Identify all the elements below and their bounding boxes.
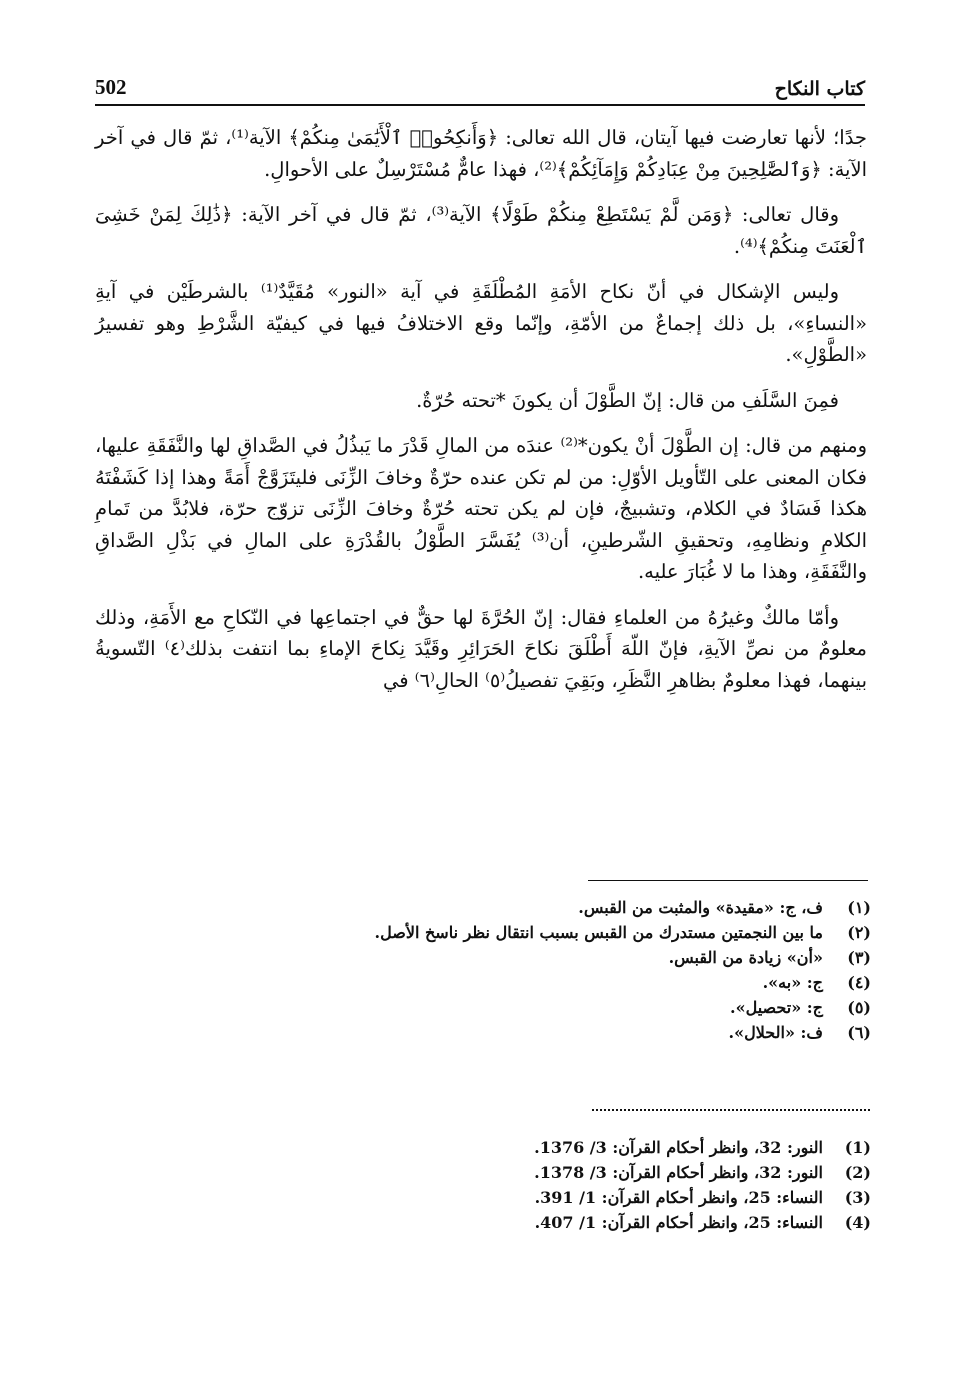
footnote-text: ما بين النجمتين مستدرك من القبس بسبب انتقال نظر ناسخ الأصل. xyxy=(374,923,823,942)
footnote-text: ج: «به». xyxy=(762,973,823,992)
footnote-row xyxy=(375,1020,871,1045)
page-header xyxy=(95,70,865,106)
footnote-row xyxy=(375,945,871,970)
footnote-row xyxy=(375,895,871,920)
main-text xyxy=(95,122,867,710)
footnote-number: (4) xyxy=(844,1213,871,1232)
running-title: كتاب النكاح xyxy=(774,78,865,100)
footnote-number: (3) xyxy=(844,1188,871,1207)
footnote-row xyxy=(375,995,871,1020)
paragraph-5: ومنهم من قال: إن الطَّوْلَ أنْ يكون*⁽²⁾ عندَه من المالِ قَدْرَ ما يَبذُلُ في الصَّداقِ لها والنَّفَقَةِ عليها، فكان المعنى على التّأويل الأوّلِ: من لم تكن عنده حرّةٌ وخافَ الزِّنَى فليتَزَوَّجْ أَمَةً وهذا إذا كَشَفْتَهُ هكذا فَسَادٌ في الكلام، وتشبيجٌ، فإن لم يكن تحته حُرّةٌ وخافَ الزِّنَى تزوّج حرّة، فلابُدَّ من تَمامِ الكلامِ ونظامِهِ، وتحقيقِ الشّرطينِ، أن⁽³⁾ يُفَسَّرَ الطَّوْلُ بالقُدْرَةِ على المالِ في بَذْلِ الصَّداقِ والنَّفَقَةِ، وهذا ما لا غُبَارَ عليه. xyxy=(95,434,867,583)
paragraph-1: جدًا؛ لأنها تعارضت فيها آيتان، قال الله تعالى: ﴿وَأَنكِحُوا۟ ٱلْأَيَٰمَىٰ مِنكُمْ﴾ الآية⁽¹⁾، ثمّ قال في آخر الآية: ﴿وَٱلصَّٰلِحِينَ مِنْ عِبَادِكُمْ وَإِمَآئِكُمْ﴾⁽²⁾، فهذا عامٌّ مُسْتَرْسِلٌ على الأحوالِ. xyxy=(95,126,867,181)
footnote-text: ج: «تحصيل». xyxy=(730,998,823,1017)
paragraph-4: فمِنَ السَّلَفِ من قال: إنّ الطَّوْلَ أن يكونَ *تحته حُرّةٌ. xyxy=(416,388,839,412)
footnote-row xyxy=(534,1210,871,1235)
footnote-row xyxy=(534,1135,871,1160)
footnote-text: النور: 32، وانظر أحكام القرآن: 3/ 1378. xyxy=(534,1163,823,1182)
footnote-number: (٣) xyxy=(847,948,871,967)
footnote-number: (٦) xyxy=(847,1023,871,1042)
editorial-footnotes xyxy=(375,895,871,1045)
page-number: 502 xyxy=(95,75,127,99)
footnote-row xyxy=(375,920,871,945)
paragraph-3: وليس الإشكال في أنّ نكاح الأمَةِ المُطْلَقَةِ في آية «النور» مُقَيَّدٌ⁽¹⁾ بالشرطَيْن في آيةِ «النساءِ»، بل ذلك إجماعٌ من الأمّةِ، وإنّما وقع الاختلافُ فيها في كيفيّة الشَّرْطِ وهو تفسيرُ «الطَّوْلِ». xyxy=(95,280,867,366)
footnote-text: النور: 32، وانظر أحكام القرآن: 3/ 1376. xyxy=(534,1138,823,1157)
footnote-text: ف: «الحلال». xyxy=(728,1023,823,1042)
footnote-number: (١) xyxy=(847,898,871,917)
footnote-number: (٤) xyxy=(847,973,871,992)
paragraph-2: وقال تعالى: ﴿وَمَن لَّمْ يَسْتَطِعْ مِنكُمْ طَوْلًا﴾ الآية⁽³⁾، ثمّ قال في آخر الآية: ﴿ذَٰلِكَ لِمَنْ خَشِىَ ٱلْعَنَتَ مِنكُمْ﴾⁽⁴⁾. xyxy=(95,203,867,258)
footnote-number: (٢) xyxy=(847,923,871,942)
paragraph-6: وأمّا مالكٌ وغيرُهُ من العلماءِ فقال: إنّ الحُرَّةَ لها حقٌّ في اجتماعِها في النّكاحِ مع الأَمَةِ، وذلك معلومٌ من نصِّ الآيةِ، فإنّ اللّهَ أَطْلَقَ نكاحَ الحَرَائِرِ وقَيَّدَ نِكاحَ الإماءِ بما انتفت بذلك⁽٤⁾ التّسويةُ بينهما، فهذا معلومٌ بظاهرِ النَّظَرِ، وبَقِيَ تفصيلُ⁽٥⁾ الحالِ⁽٦⁾ في xyxy=(95,605,867,692)
footnote-separator-solid xyxy=(588,880,868,881)
footnote-text: «أن» زيادة من القبس. xyxy=(668,948,823,967)
footnote-number: (٥) xyxy=(847,998,871,1017)
footnote-number: (2) xyxy=(844,1163,871,1182)
footnote-separator-dotted xyxy=(592,1109,870,1111)
reference-footnotes xyxy=(534,1135,871,1235)
footnote-text: النساء: 25، وانظر أحكام القرآن: 1/ 407. xyxy=(534,1213,823,1232)
footnote-text: النساء: 25، وانظر أحكام القرآن: 1/ 391. xyxy=(534,1188,823,1207)
footnote-row xyxy=(375,970,871,995)
footnote-number: (1) xyxy=(844,1138,871,1157)
footnote-row xyxy=(534,1185,871,1210)
footnote-row xyxy=(534,1160,871,1185)
footnote-text: ف، ج: «مقيدة» والمثبت من القبس. xyxy=(578,898,823,917)
